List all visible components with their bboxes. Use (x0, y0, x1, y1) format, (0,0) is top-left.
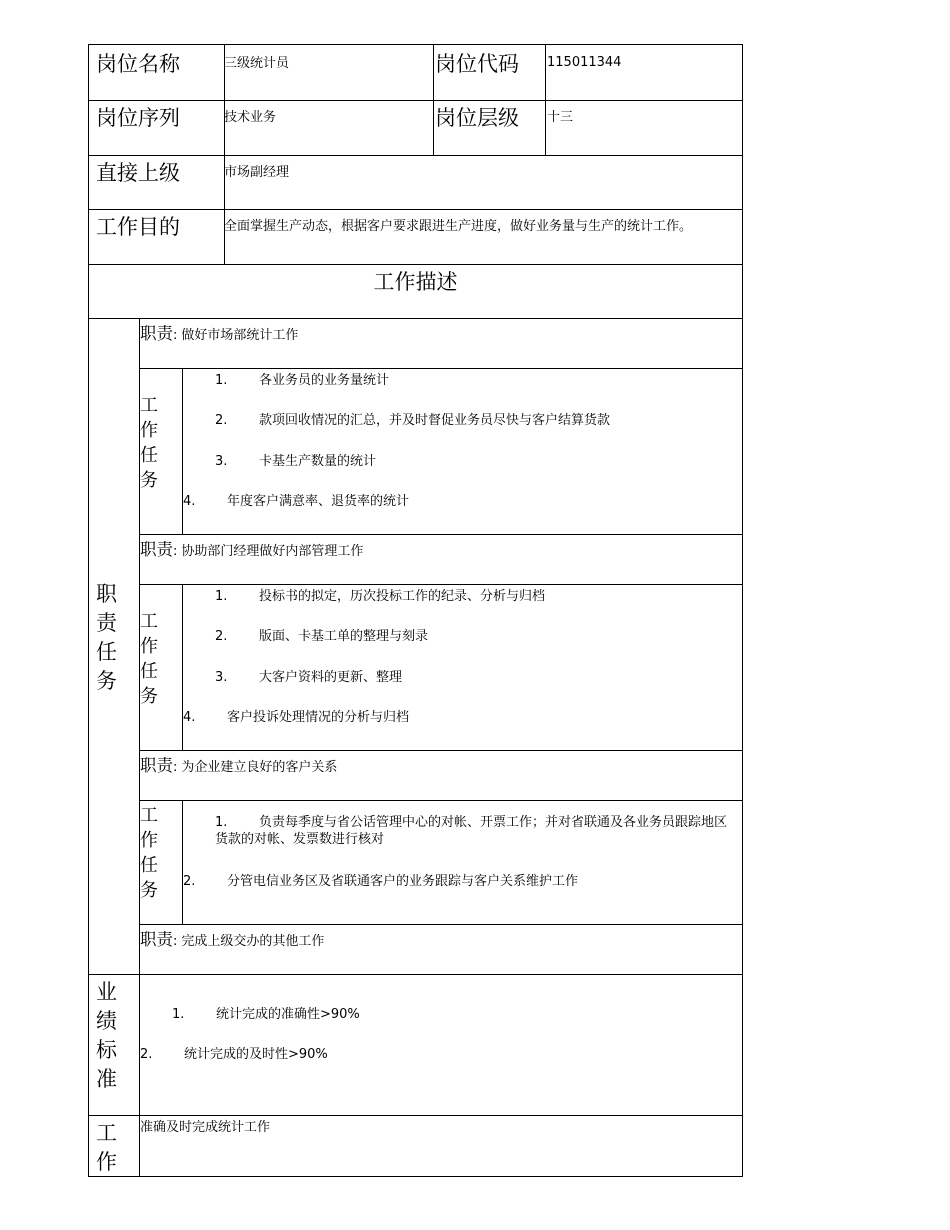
supervisor-value: 市场副经理 (224, 165, 290, 180)
duty-sep: : (173, 544, 178, 559)
duty-text: 协助部门经理做好内部管理工作 (181, 544, 364, 559)
duty-key: 职责 (140, 540, 173, 559)
duty-sep: : (173, 760, 178, 775)
duty-row (140, 930, 324, 950)
row-divider (88, 155, 743, 156)
row-divider (139, 534, 743, 535)
row-divider (139, 750, 743, 751)
performance-item: 2. 统计完成的及时性>90% (140, 1047, 328, 1062)
position-name-value: 三级统计员 (224, 56, 290, 71)
task-label: 工 作 任 务 (140, 611, 158, 707)
row-divider (88, 100, 743, 101)
task-item: 3. 卡基生产数量的统计 (215, 454, 377, 469)
position-series-label: 岗位序列 (96, 106, 180, 130)
duties-label: 职 责 任 务 (96, 582, 117, 693)
table-border-left (88, 44, 89, 1176)
performance-label: 业 绩 标 准 (96, 980, 117, 1091)
position-name-label: 岗位名称 (96, 52, 180, 76)
work-value: 准确及时完成统计工作 (140, 1120, 271, 1135)
purpose-value: 全面掌握生产动态，根据客户要求跟进生产进度，做好业务量与生产的统计工作。 (224, 219, 693, 234)
duty-row (140, 324, 298, 344)
task-label: 工 作 任 务 (140, 395, 158, 491)
task-label: 工 作 任 务 (140, 805, 158, 901)
duty-row (140, 540, 363, 560)
row-divider (139, 368, 743, 369)
task-item: 2. 版面、卡基工单的整理与刻录 (215, 629, 429, 644)
col-divider (182, 800, 183, 924)
duty-text: 完成上级交办的其他工作 (181, 934, 325, 949)
position-code-value: 115011344 (547, 55, 622, 70)
row-divider (88, 264, 743, 265)
table-border-bottom (88, 1176, 743, 1177)
position-series-value: 技术业务 (224, 110, 277, 125)
table-border-right (742, 44, 743, 1176)
row-divider (139, 800, 743, 801)
task-item: 2. 分管电信业务区及省联通客户的业务跟踪与客户关系维护工作 (183, 874, 579, 889)
row-divider (88, 974, 743, 975)
task-item: 1. 投标书的拟定，历次投标工作的纪录、分析与归档 (215, 589, 546, 604)
duty-sep: : (173, 328, 178, 343)
position-code-label: 岗位代码 (435, 52, 519, 76)
performance-item: 1. 统计完成的准确性>90% (172, 1007, 360, 1022)
task-item: 4. 客户投诉处理情况的分析与归档 (183, 710, 410, 725)
supervisor-label: 直接上级 (96, 161, 180, 185)
row-divider (139, 584, 743, 585)
task-item: 1. 负责每季度与省公话管理中心的对帐、开票工作；并对省联通及各业务员跟踪地区货款的对帐、发票数进行核对 (215, 815, 728, 847)
task-item: 4. 年度客户满意率、退货率的统计 (183, 494, 410, 509)
row-divider (139, 924, 743, 925)
duty-key: 职责 (140, 930, 173, 949)
work-label: 工 作 (96, 1121, 117, 1174)
row-divider (88, 318, 743, 319)
duty-sep: : (173, 934, 178, 949)
col-divider (433, 44, 434, 155)
task-item: 2. 款项回收情况的汇总，并及时督促业务员尽快与客户结算货款 (215, 413, 611, 428)
row-divider (88, 209, 743, 210)
task-item: 1. 各业务员的业务量统计 (215, 373, 390, 388)
purpose-label: 工作目的 (96, 215, 180, 239)
section-title: 工作描述 (373, 270, 458, 294)
position-level-label: 岗位层级 (435, 106, 519, 130)
duty-text: 做好市场部统计工作 (181, 328, 299, 343)
row-divider (88, 1115, 743, 1116)
duty-key: 职责 (140, 324, 173, 343)
position-level-value: 十三 (547, 110, 574, 125)
duty-row (140, 756, 337, 776)
table-border-top (88, 44, 743, 45)
col-divider (545, 44, 546, 155)
duty-text: 为企业建立良好的客户关系 (181, 760, 338, 775)
task-item: 3. 大客户资料的更新、整理 (215, 670, 403, 685)
duty-key: 职责 (140, 756, 173, 775)
